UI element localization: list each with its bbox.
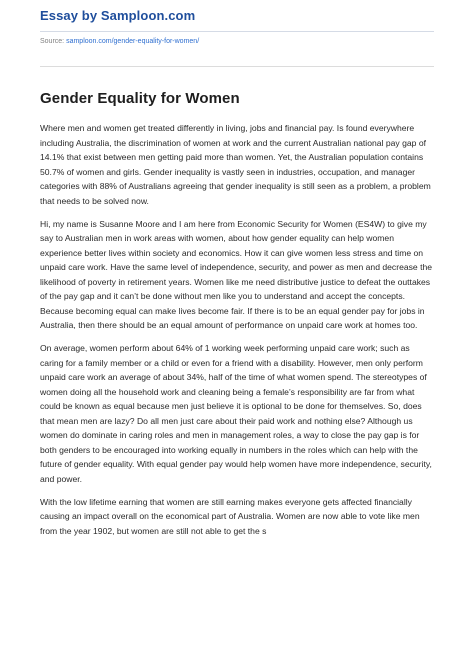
source-label: Source: bbox=[40, 38, 65, 45]
paragraph-2: Hi, my name is Susanne Moore and I am here from Economic Security for Women (ES4W) to give my say to Australian men in work areas with women, about how gender equality can help women experience better lives within society and economics. How it can give women less stress and time on unpaid care work. Have the same level of independence, security, and power as men and decrease the likelihood of poverty in retirement years. Women like me need distributive justice to defeat the outtakes of the pay gap and it can’t be done without men like you to understand and accept the concepts. Because becoming equal can make lives become fair. If there is to be an equal gender pay for jobs in Australia, then there should be an equal amount of performance on unpaid care work at homes too. bbox=[40, 218, 433, 330]
source-line bbox=[40, 38, 434, 45]
source-link[interactable]: samploon.com/gender-equality-for-women/ bbox=[66, 38, 200, 45]
paragraph-3: On average, women perform about 64% of 1 working week performing unpaid care work; such as caring for a family member or a child or even for a friend with a disability. However, men only perform unpaid care work an average of about 34%, half of the time of what women spend. The stereotypes of women doing all the household work and cleaning being a female’s responsibility are far from what could be known as equal because men just believe it is optional to be done for themselves. So, does that mean men are lazy? Do all men just care about their paid work and nothing else? Although us women do dominate in caring roles and men in management roles, a way to close the pay gap is for both genders to be encouraged into working equally in numbers in the roles which can help with the future of gender equality. With equal gender pay would help women have more independence, security, and power. bbox=[40, 343, 432, 484]
brand-title[interactable]: Essay by Samploon.com bbox=[40, 8, 196, 23]
article-title: Gender Equality for Women bbox=[40, 90, 240, 107]
header-divider bbox=[40, 31, 434, 32]
paragraph-1: Where men and women get treated differently in living, jobs and financial pay. Is found everywhere including Australia, the discrimination of women at work and the current Australian national pay gap of 14.1% that exist between men getting paid more than women. Yet, the Australian population contains 50.7% of women and girls. Gender inequality is vastly seen in industries, occupation, and manager categories with 88% of Australians agreeing that gender inequality is still seen as a problem, a problem that needs to be solved now. bbox=[40, 123, 431, 206]
article bbox=[0, 67, 474, 538]
paragraph-4: With the low lifetime earning that women are still earning makes everyone gets affected financially causing an impact overall on the economical part of Australia. Women are now able to vote like men from the year 1902, but women are still not able to get the s bbox=[40, 496, 420, 536]
document-header bbox=[0, 0, 474, 60]
